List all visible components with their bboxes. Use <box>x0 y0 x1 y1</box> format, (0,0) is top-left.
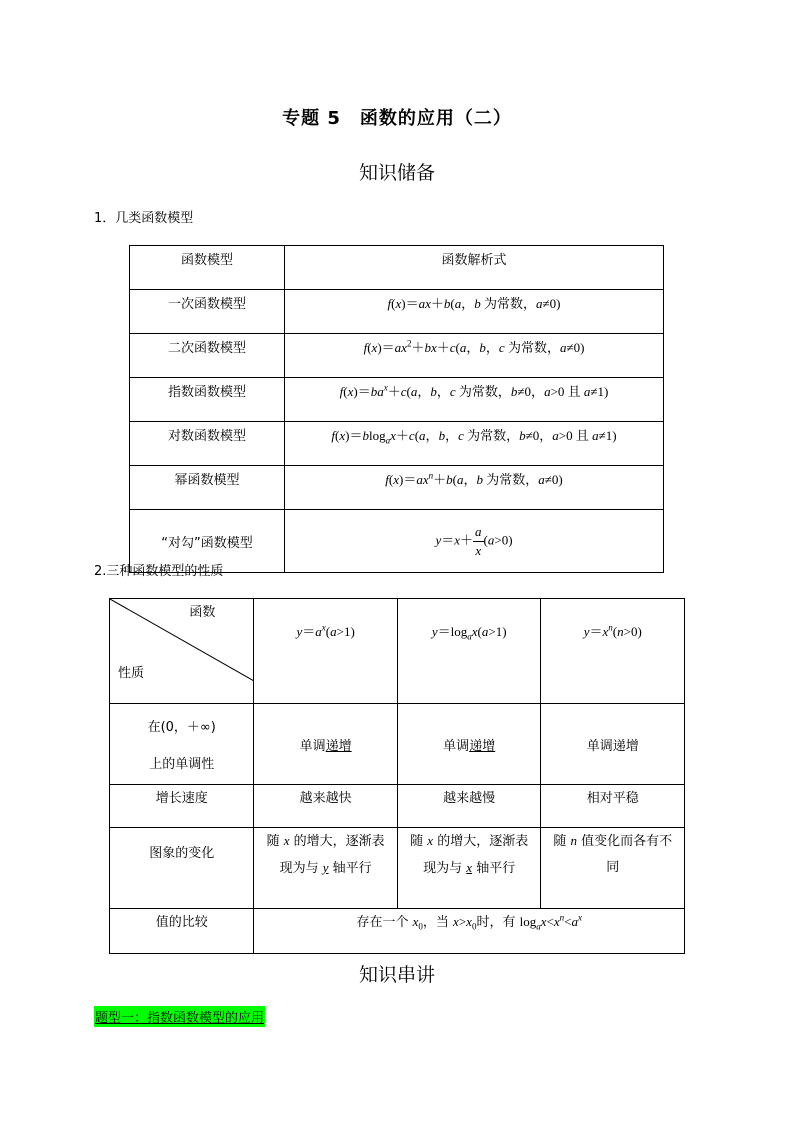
growth-rate-value: 越来越慢 <box>397 785 541 828</box>
monotonicity-value: 单调递增 <box>541 704 685 785</box>
function-models-table <box>129 245 664 573</box>
graph-change-value: 随 x 的增大，逐渐表 现为与 y 轴平行 <box>254 828 397 909</box>
section-title-knowledge-reserve: 知识储备 <box>358 162 435 184</box>
growth-rate-value: 越来越快 <box>254 785 397 828</box>
model-formula: y＝x＋ $\frac{a}{x}$ (a>0) <box>285 510 664 573</box>
header-model: 函数模型 <box>130 246 285 290</box>
model-formula: f(x)＝blog$_a$x＋c(a，b，c 为常数，b≠0，a>0 且 a≠1) <box>285 422 664 466</box>
page-title: 专题 5 函数的应用（二） <box>282 108 512 129</box>
corner-label-function: 函数 <box>189 605 216 620</box>
graph-change-value: 随 n 值变化而各有不 同 <box>541 828 685 909</box>
corner-label-property: 性质 <box>118 666 145 681</box>
property-graph-change: 图象的变化 <box>110 828 254 909</box>
growth-rate-value: 相对平稳 <box>541 785 685 828</box>
heading-function-models: 1．几类函数模型 <box>94 211 194 226</box>
property-value-comparison: 值的比较 <box>110 909 254 954</box>
heading-model-properties: 2.三种函数模型的性质 <box>94 564 224 579</box>
model-name: 对数函数模型 <box>130 422 285 466</box>
question-type-tag: 题型一：指数函数模型的应用 <box>94 1006 265 1027</box>
property-line: 上的单调性 <box>149 757 215 772</box>
property-line: 在(0，＋∞) <box>147 720 216 735</box>
model-name: 幂函数模型 <box>130 466 285 510</box>
model-formula: $f(x)=ba^x+c(a$，b，c 为常数，b≠0，a>0 且 a≠1) <box>285 378 664 422</box>
model-name: 一次函数模型 <box>130 290 285 334</box>
function-header: $y=\log_ax(a>1)$ <box>397 599 541 704</box>
header-formula: 函数解析式 <box>285 246 664 290</box>
monotonicity-value: 单调递增 <box>397 704 541 785</box>
function-header: $y=x^n(n>0)$ <box>541 599 685 704</box>
model-formula: $f(x)=ax^2+bx+c(a$，b，c 为常数，a≠0) <box>285 334 664 378</box>
section-title-knowledge-lecture: 知识串讲 <box>358 964 435 986</box>
model-formula: f(x)＝ax＋b(a，b 为常数，a≠0) <box>285 290 664 334</box>
graph-change-value: 随 x 的增大，逐渐表 现为与 x 轴平行 <box>397 828 541 909</box>
function-header: $y=a^x(a>1)$ <box>254 599 397 704</box>
value-comparison-value: 存在一个 $x_0$，当 $x>x_0$时，有 $\log_ax<x^n<a^x$ <box>254 909 685 954</box>
property-growth-rate: 增长速度 <box>110 785 254 828</box>
model-name: 指数函数模型 <box>130 378 285 422</box>
property-monotonicity <box>110 704 254 785</box>
model-name: 二次函数模型 <box>130 334 285 378</box>
model-formula: $f(x)=ax^n+b(a$，b 为常数，a≠0) <box>285 466 664 510</box>
model-properties-table <box>109 598 685 954</box>
model-name: “对勾”函数模型 <box>130 510 285 573</box>
monotonicity-value: 单调递增 <box>254 704 397 785</box>
diagonal-header-cell <box>110 599 254 704</box>
